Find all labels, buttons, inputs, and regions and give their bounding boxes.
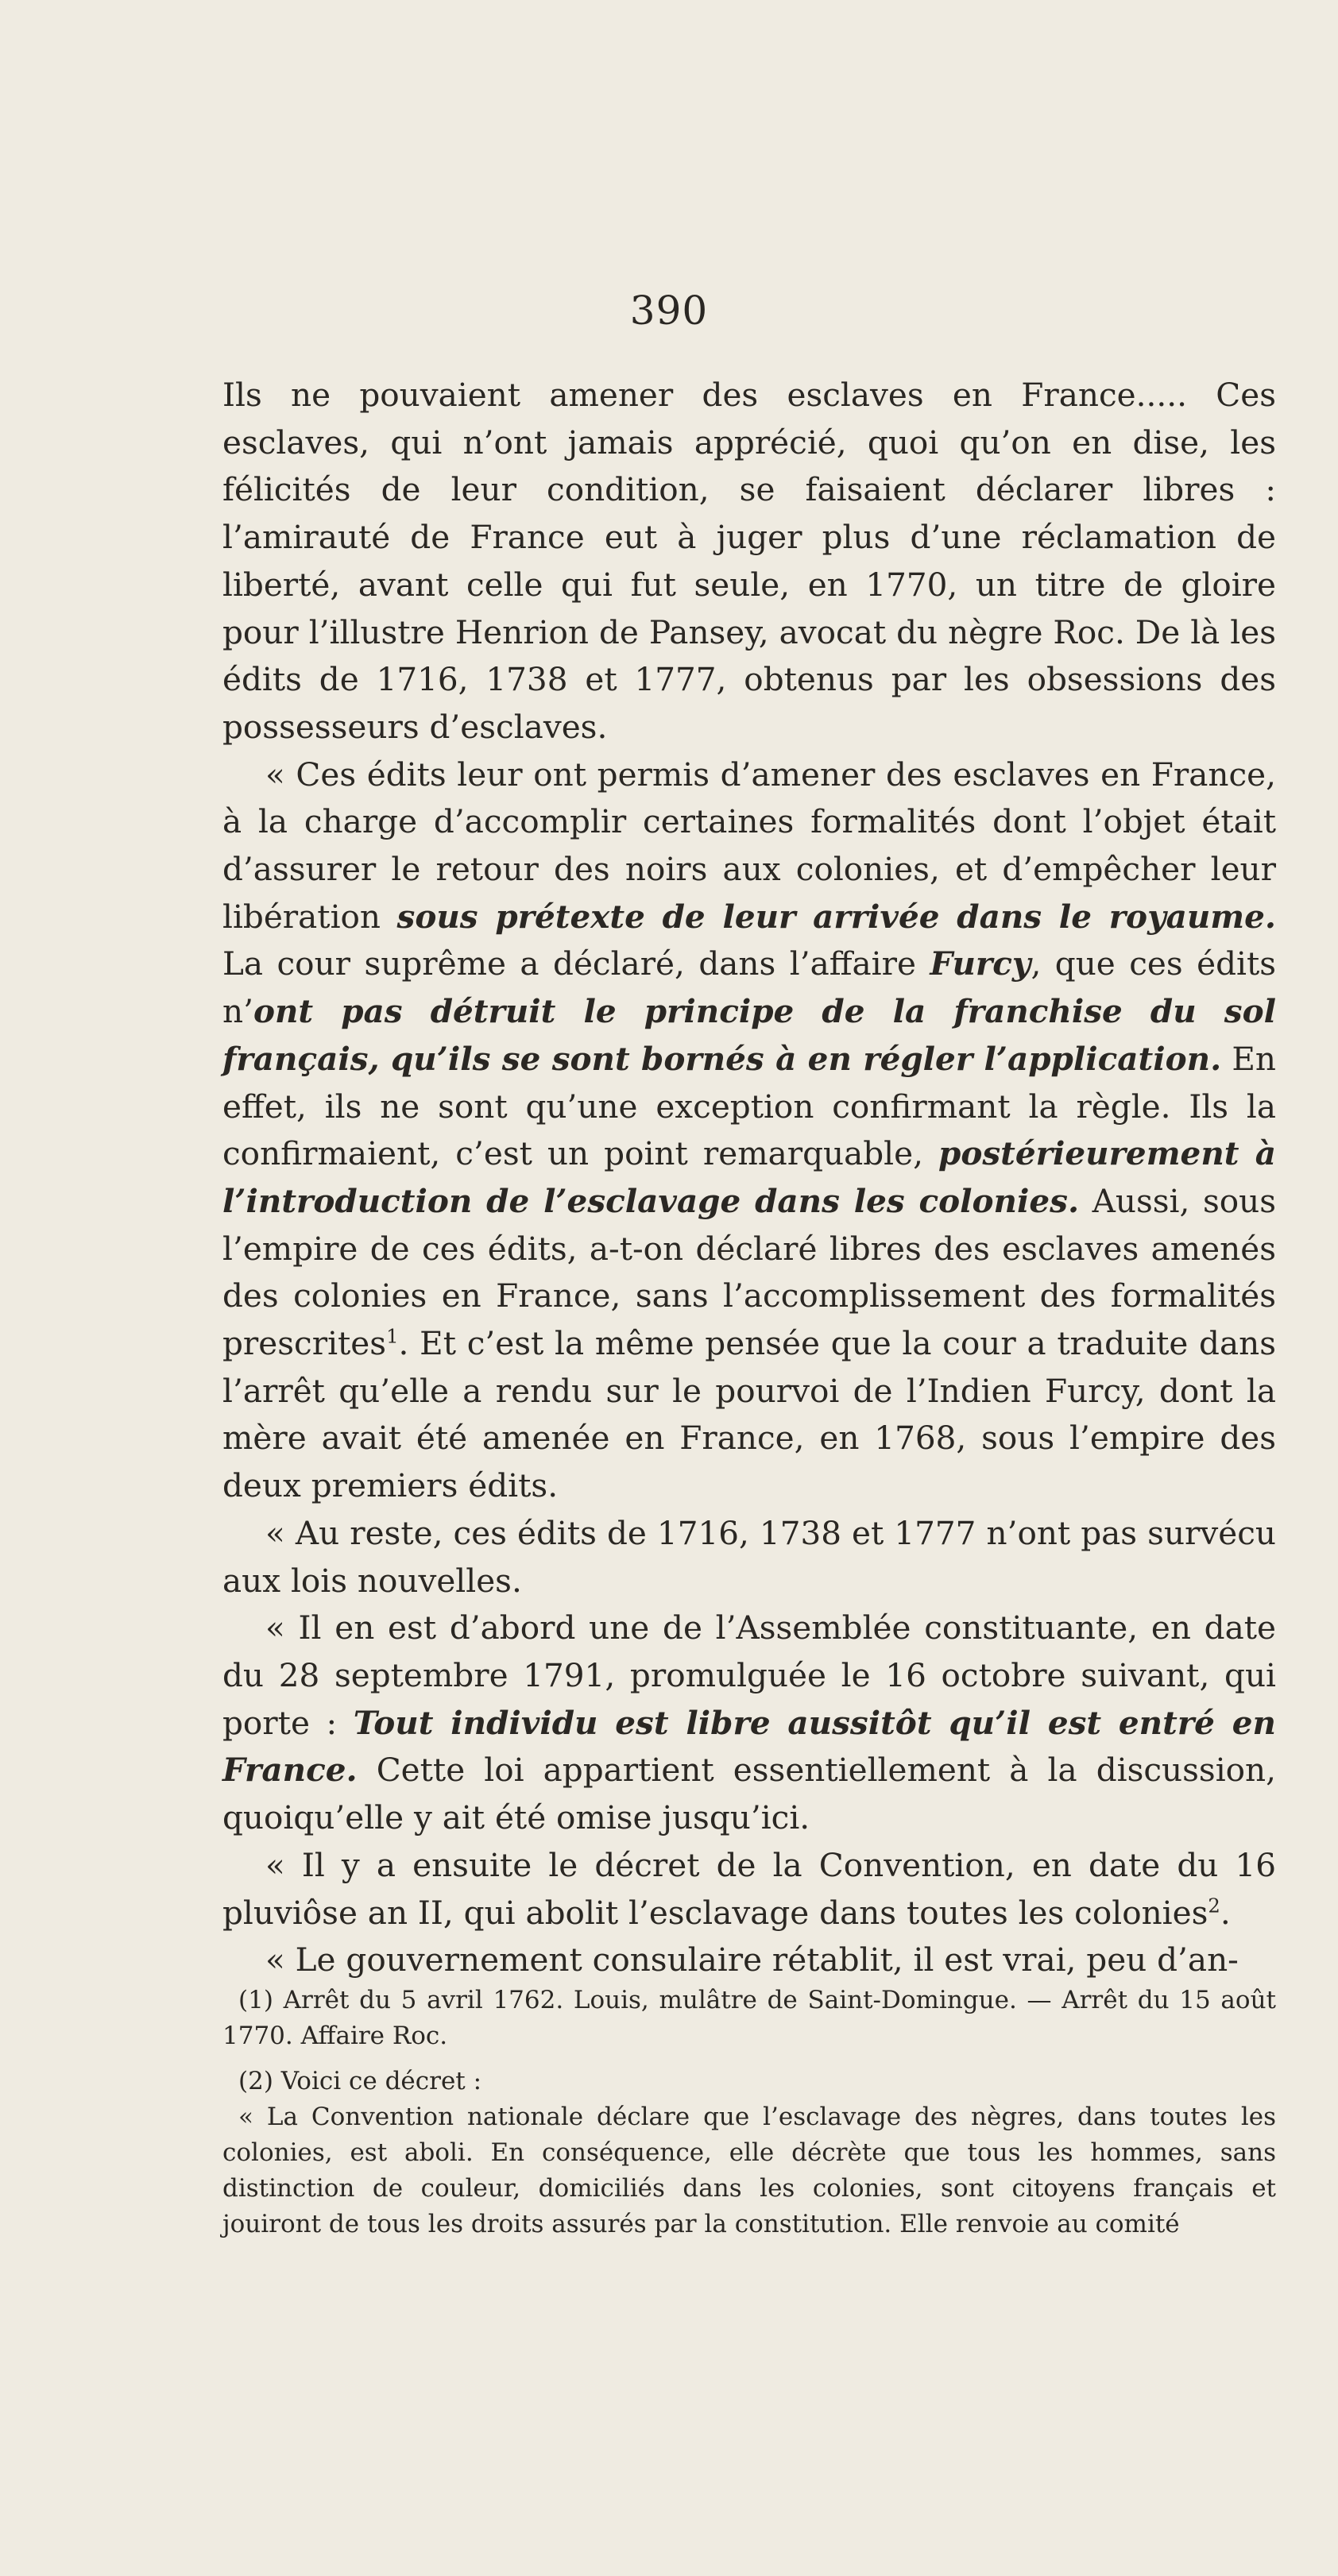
paragraph-4 — [222, 1605, 1276, 1842]
footnote-1: (1) Arrêt du 5 avril 1762. Louis, mulâtre de Saint-Domingue. — Arrêt du 15 août 1770. Affaire Roc. — [222, 1986, 1276, 2050]
italic-run: Furcy — [930, 944, 1031, 983]
text-run: La cour suprême a déclaré, dans l’affaire — [222, 944, 930, 983]
paragraph-3: « Au reste, ces édits de 1716, 1738 et 1777 n’ont pas survécu aux lois nouvelles. — [222, 1513, 1276, 1600]
italic-run: sous prétexte de leur arrivée dans le royaume. — [396, 897, 1277, 936]
footnotes — [222, 1983, 1276, 2242]
footnote-2-quote: « La Convention nationale déclare que l’esclavage des nègres, dans toutes les colonies, est aboli. En conséquence, elle décrète que tous les hommes, sans distinction de couleur, domiciliés dans les colonies, sont citoyens français et jouiront de tous les droits assurés par la constitution. Elle renvoie au comité — [222, 2103, 1276, 2238]
paragraph-6: « Le gouvernement consulaire rétablit, il est vrai, peu d’an- — [265, 1941, 1239, 1979]
text-run: . — [1220, 1893, 1231, 1932]
italic-run: Tout individu est libre aussitôt qu’il est entré en France. — [222, 1703, 1276, 1790]
text-run: , que ces édits n’ — [222, 944, 1277, 1031]
text-run: « Il en est d’abord une de l’Assemblée constituante, en date du 28 septembre 1791, promulguée le 16 octobre suivant, qui porte : — [222, 1609, 1276, 1742]
footnote-2: (2) Voici ce décret : — [238, 2067, 482, 2095]
paragraph-5 — [222, 1842, 1276, 1937]
text-run: Aussi, sous l’empire de ces édits, a-t-on déclaré libres des esclaves amenés des colonies en France, sans l’accomplissement des formalités prescrites — [222, 1181, 1277, 1363]
text-run: « Ces édits leur ont permis d’amener des esclaves en France, à la charge d’accomplir certaines formalités dont l’objet était d’assurer le retour des noirs aux colonies, et d’empêcher leur libération — [222, 755, 1276, 936]
text-run: « Il y a ensuite le décret de la Convention, en date du 16 pluviôse an II, qui abolit l’esclavage dans toutes les colonies — [222, 1845, 1276, 1932]
paragraph-1: Ils ne pouvaient amener des esclaves en France..... Ces esclaves, qui n’ont jamais apprécié, quoi qu’on en dise, les félicités de leur condition, se faisaient déclarer libres : l’amirauté de France eut à juger plus d’une réclamation de liberté, avant celle qui fut seule, en 1770, un titre de gloire pour l’illustre Henrion de Pansey, avocat du nègre Roc. De là les édits de 1716, 1738 et 1777, obtenus par les obsessions des possesseurs d’esclaves. — [222, 376, 1276, 746]
footnote-ref: 2 — [1208, 1894, 1220, 1917]
footnote-ref: 1 — [386, 1324, 399, 1348]
main-text — [222, 372, 1276, 1984]
text-run: Cette loi appartient essentiellement à la discussion, quoiqu’elle y ait été omise jusqu’ici. — [222, 1751, 1276, 1837]
paragraph-2 — [222, 751, 1276, 1510]
page-number: 390 — [629, 288, 709, 334]
text-run: En effet, ils ne sont qu’une exception confirmant la règle. Ils la confirmaient, c’est un point remarquable, — [222, 1039, 1276, 1173]
italic-run: postérieurement à l’introduction de l’esclavage dans les colonies. — [222, 1134, 1277, 1220]
text-run: . Et c’est la même pensée que la cour a traduite dans l’arrêt qu’elle a rendu sur le pourvoi de l’Indien Furcy, dont la mère avait été amenée en France, en 1768, sous l’empire des deux premiers édits. — [222, 1324, 1276, 1505]
italic-run: ont pas détruit le principe de la franchise du sol français, qu’ils se sont bornés à en régler l’application. — [222, 992, 1276, 1078]
